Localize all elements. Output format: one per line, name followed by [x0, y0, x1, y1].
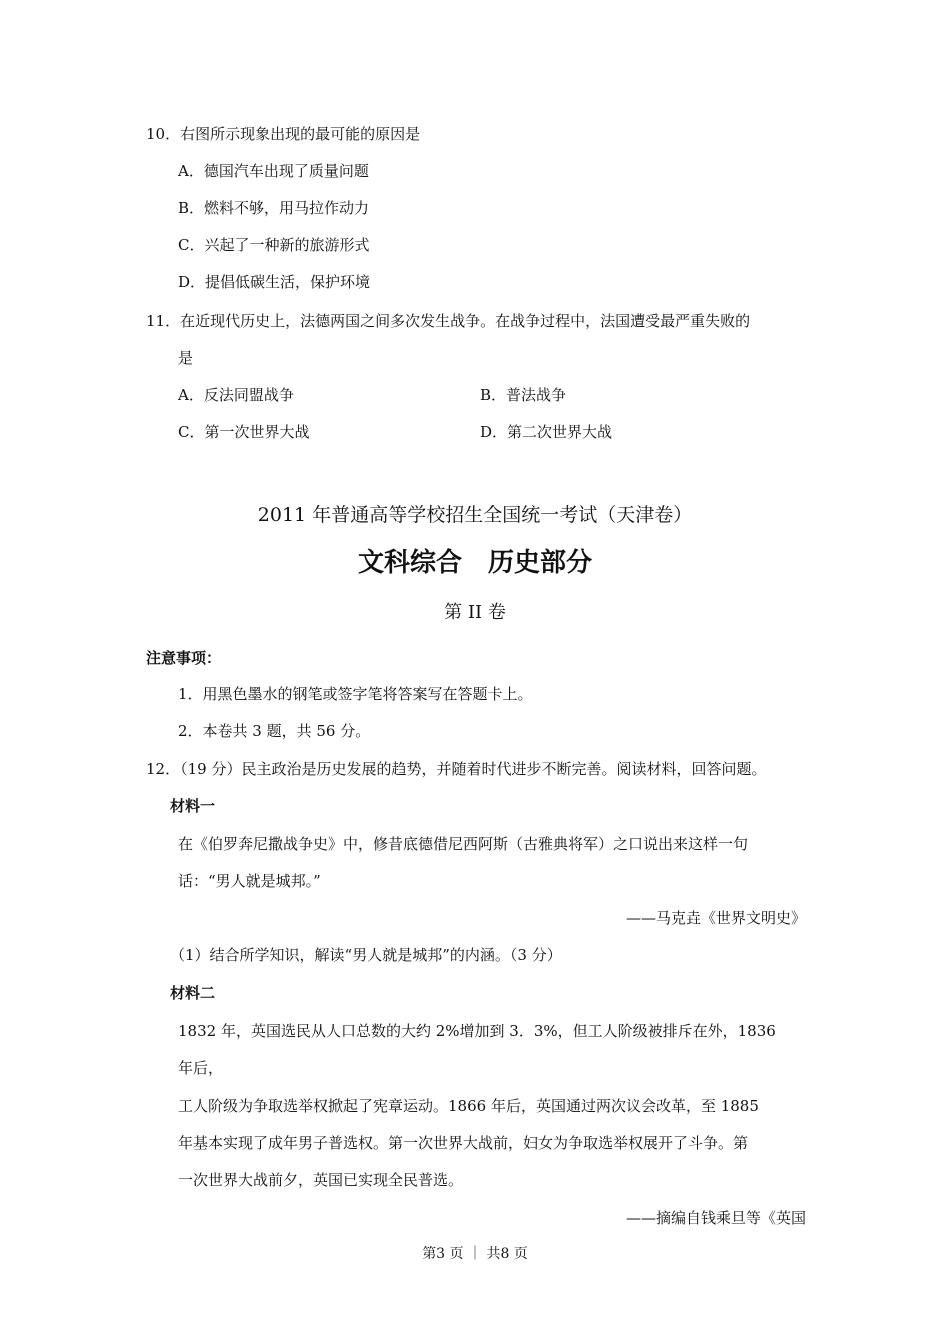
q11-option-b: B．普法战争	[480, 386, 567, 404]
q11-stem-line1: 11．在近现代历史上，法德两国之间多次发生战争。在战争过程中，法国遭受最严重失败的	[146, 312, 751, 330]
q11-stem-line2: 是	[178, 349, 194, 367]
material1-source: ——马克垚《世界文明史》	[625, 909, 806, 927]
exam-title: 2011 年普通高等学校招生全国统一考试（天津卷）	[257, 504, 693, 526]
material2-line3: 工人阶级为争取选举权掀起了宪章运动。1866 年后，英国通过两次议会改革，至 1885	[178, 1097, 759, 1115]
material1-line1: 在《伯罗奔尼撒战争史》中，修昔底德借尼西阿斯（古雅典将军）之口说出来这样一句	[178, 835, 749, 853]
page-footer: 第3 页 ｜ 共8 页	[422, 1246, 528, 1262]
q11-option-a: A．反法同盟战争	[178, 386, 294, 404]
volume-title: 第 II 卷	[444, 602, 506, 623]
q11-option-d: D．第二次世界大战	[480, 423, 613, 441]
material2-label: 材料二	[170, 984, 216, 1002]
material2-line1: 1832 年，英国选民从人口总数的大约 2%增加到 3．3%，但工人阶级被排斥在外，1836	[178, 1022, 776, 1040]
material2-line4: 年基本实现了成年男子普选权。第一次世界大战前，妇女为争取选举权展开了斗争。第	[178, 1134, 749, 1152]
q12-stem: 12．（19 分）民主政治是历史发展的趋势，并随着时代进步不断完善。阅读材料，回答问题。	[146, 760, 767, 778]
notes-heading: 注意事项：	[146, 649, 222, 667]
q10-option-b: B．燃料不够，用马拉作动力	[178, 199, 370, 217]
q10-option-d: D．提倡低碳生活，保护环境	[178, 273, 371, 291]
material1-label: 材料一	[170, 797, 216, 815]
q10-option-c: C．兴起了一种新的旅游形式	[178, 236, 370, 254]
material1-line2: 话：“男人就是城邦。”	[178, 872, 321, 890]
material2-source: ——摘编自钱乘旦等《英国	[625, 1209, 806, 1227]
q11-option-c: C．第一次世界大战	[178, 423, 310, 441]
q12-sub-question-1: （1）结合所学知识，解读“男人就是城邦”的内涵。（3 分）	[170, 946, 562, 964]
q10-option-a: A．德国汽车出现了质量问题	[178, 162, 369, 180]
q10-stem: 10．右图所示现象出现的最可能的原因是	[146, 125, 421, 143]
note-item-2: 2．本卷共 3 题，共 56 分。	[178, 722, 371, 740]
material2-line2: 年后，	[178, 1059, 224, 1077]
material2-line5: 一次世界大战前夕，英国已实现全民普选。	[178, 1171, 464, 1189]
subject-title: 文科综合 历史部分	[357, 548, 592, 578]
note-item-1: 1．用黑色墨水的钢笔或签字笔将答案写在答题卡上。	[178, 685, 533, 703]
